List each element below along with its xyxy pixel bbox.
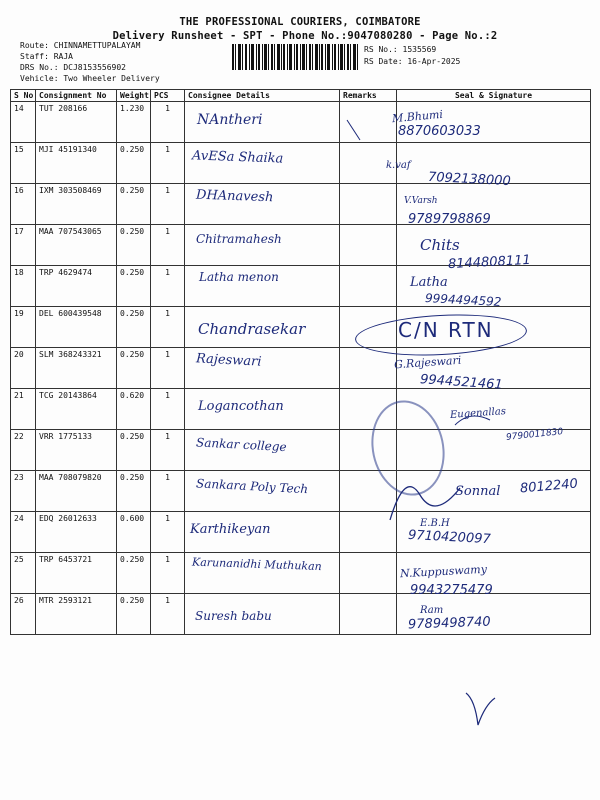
handwritten-phone: 9994494592 <box>424 291 502 309</box>
signature: Eugenallas <box>449 406 507 421</box>
signature: E.B.H <box>420 518 450 529</box>
signature: V.Varsh <box>404 196 438 206</box>
handwritten-consignee: Logancothan <box>198 399 284 414</box>
cell-consignment: MAA 708079820 <box>36 471 117 512</box>
cell-consignment: MTR 2593121 <box>36 594 117 635</box>
cell-sno: 26 <box>11 594 36 635</box>
signature: M.Bhumi <box>391 107 444 126</box>
runsheet-subtitle: Delivery Runsheet - SPT - Phone No.:9047080280 - Page No.:2 <box>112 30 498 42</box>
handwritten-remark: C/N RTN <box>398 318 494 342</box>
cell-pcs: 1 <box>151 266 185 307</box>
cell-weight: 0.250 <box>117 266 151 307</box>
cell-remarks <box>340 594 397 635</box>
cell-pcs: 1 <box>151 553 185 594</box>
table-row <box>11 594 591 635</box>
cell-pcs: 1 <box>151 307 185 348</box>
cell-pcs: 1 <box>151 143 185 184</box>
cell-sno: 20 <box>11 348 36 389</box>
handwritten-phone: 8870603033 <box>398 124 481 139</box>
cell-sno: 21 <box>11 389 36 430</box>
cell-pcs: 1 <box>151 430 185 471</box>
cell-consignment: TUT 208166 <box>36 102 117 143</box>
cell-consignment: TCG 20143864 <box>36 389 117 430</box>
col-header-sno: S No <box>11 90 36 102</box>
handwritten-phone: 9789798869 <box>408 212 491 227</box>
runsheet-table <box>10 89 591 635</box>
cell-remarks <box>340 512 397 553</box>
col-header-seal: Seal & Signature <box>397 90 591 102</box>
handwritten-phone: 8012240 <box>519 476 579 497</box>
table-row <box>11 512 591 553</box>
cell-sno: 15 <box>11 143 36 184</box>
cell-weight: 0.250 <box>117 225 151 266</box>
bottom-check-mark <box>466 693 495 725</box>
col-header-weight: Weight <box>117 90 151 102</box>
cell-consignment: MJI 45191340 <box>36 143 117 184</box>
handwritten-phone: 7092138000 <box>427 169 512 190</box>
handwritten-consignee: Suresh babu <box>195 609 272 623</box>
cell-pcs: 1 <box>151 594 185 635</box>
cell-remarks <box>340 184 397 225</box>
cell-sno: 24 <box>11 512 36 553</box>
col-header-consignment: Consignment No <box>36 90 117 102</box>
cell-consignment: TRP 6453721 <box>36 553 117 594</box>
cell-pcs: 1 <box>151 389 185 430</box>
cell-consignment: VRR 1775133 <box>36 430 117 471</box>
table-row <box>11 266 591 307</box>
company-title: THE PROFESSIONAL COURIERS, COIMBATORE <box>179 16 421 28</box>
handwritten-consignee: Rajeswari <box>195 351 262 370</box>
cell-weight: 0.250 <box>117 307 151 348</box>
handwritten-consignee: Karthikeyan <box>190 522 271 537</box>
handwritten-phone: 9710420097 <box>407 527 492 548</box>
cell-consignment: SLM 368243321 <box>36 348 117 389</box>
handwritten-phone: 9790011830 <box>505 427 564 443</box>
cell-weight: 0.250 <box>117 553 151 594</box>
staff-label: Staff: RAJA <box>20 52 73 61</box>
cell-pcs: 1 <box>151 512 185 553</box>
cell-pcs: 1 <box>151 471 185 512</box>
signature: k.vaf <box>386 160 411 171</box>
cell-remarks <box>340 102 397 143</box>
cell-pcs: 1 <box>151 102 185 143</box>
table-row <box>11 102 591 143</box>
cell-weight: 0.250 <box>117 594 151 635</box>
rs-date: RS Date: 16-Apr-2025 <box>364 57 461 66</box>
table-header-row <box>11 90 591 102</box>
handwritten-consignee: Chitramahesh <box>196 232 282 246</box>
cell-weight: 0.600 <box>117 512 151 553</box>
handwritten-consignee: AvESa Shaika <box>191 148 284 167</box>
cell-sno: 22 <box>11 430 36 471</box>
handwritten-consignee: NAntheri <box>197 112 263 128</box>
table-row <box>11 348 591 389</box>
handwritten-consignee: Sankara Poly Tech <box>195 476 309 497</box>
cell-sno: 18 <box>11 266 36 307</box>
cell-remarks <box>340 266 397 307</box>
cell-remarks <box>340 225 397 266</box>
cell-weight: 1.230 <box>117 102 151 143</box>
handwritten-phone: 9943275479 <box>410 583 493 598</box>
handwritten-consignee: DHAnavesh <box>195 187 274 206</box>
cell-weight: 0.250 <box>117 184 151 225</box>
cell-sno: 14 <box>11 102 36 143</box>
cell-sno: 17 <box>11 225 36 266</box>
barcode-image <box>232 44 358 70</box>
cell-consignment: IXM 303508469 <box>36 184 117 225</box>
cell-consignment: DEL 600439548 <box>36 307 117 348</box>
signature: Ram <box>420 605 444 616</box>
rs-number: RS No.: 1535569 <box>364 45 437 54</box>
vehicle-label: Vehicle: Two Wheeler Delivery <box>20 74 160 83</box>
col-header-remarks: Remarks <box>340 90 397 102</box>
cell-consignment: TRP 4629474 <box>36 266 117 307</box>
cell-sno: 23 <box>11 471 36 512</box>
cell-weight: 0.620 <box>117 389 151 430</box>
cell-weight: 0.250 <box>117 430 151 471</box>
signature: N.Kuppuswamy <box>399 562 488 581</box>
signature: G.Rajeswari <box>393 353 462 372</box>
table-row <box>11 184 591 225</box>
handwritten-phone: 8144808111 <box>447 252 532 273</box>
cell-pcs: 1 <box>151 184 185 225</box>
cell-weight: 0.250 <box>117 348 151 389</box>
cell-remarks <box>340 553 397 594</box>
cell-consignment: EDQ 26012633 <box>36 512 117 553</box>
cell-sno: 19 <box>11 307 36 348</box>
signature: Chits <box>420 236 460 254</box>
cell-weight: 0.250 <box>117 143 151 184</box>
handwritten-consignee: Sankar college <box>195 435 287 455</box>
col-header-consignee: Consignee Details <box>185 90 340 102</box>
signature: Sonnal <box>455 484 501 499</box>
cell-remarks <box>340 348 397 389</box>
cell-sno: 16 <box>11 184 36 225</box>
handwritten-consignee: Chandrasekar <box>198 320 306 338</box>
cell-pcs: 1 <box>151 225 185 266</box>
cell-sno: 25 <box>11 553 36 594</box>
handwritten-consignee: Karunanidhi Muthukan <box>191 555 322 574</box>
cell-pcs: 1 <box>151 348 185 389</box>
signature: Latha <box>410 275 448 290</box>
col-header-pcs: PCS <box>151 90 185 102</box>
handwritten-consignee: Latha menon <box>199 270 279 284</box>
cell-consignment: MAA 707543065 <box>36 225 117 266</box>
drs-number: DRS No.: DCJ8153556902 <box>20 63 126 72</box>
cell-weight: 0.250 <box>117 471 151 512</box>
route-label: Route: CHINNAMETTUPALAYAM <box>20 41 141 50</box>
handwritten-phone: 9789498740 <box>407 614 491 633</box>
handwritten-phone: 9944521461 <box>419 372 504 393</box>
